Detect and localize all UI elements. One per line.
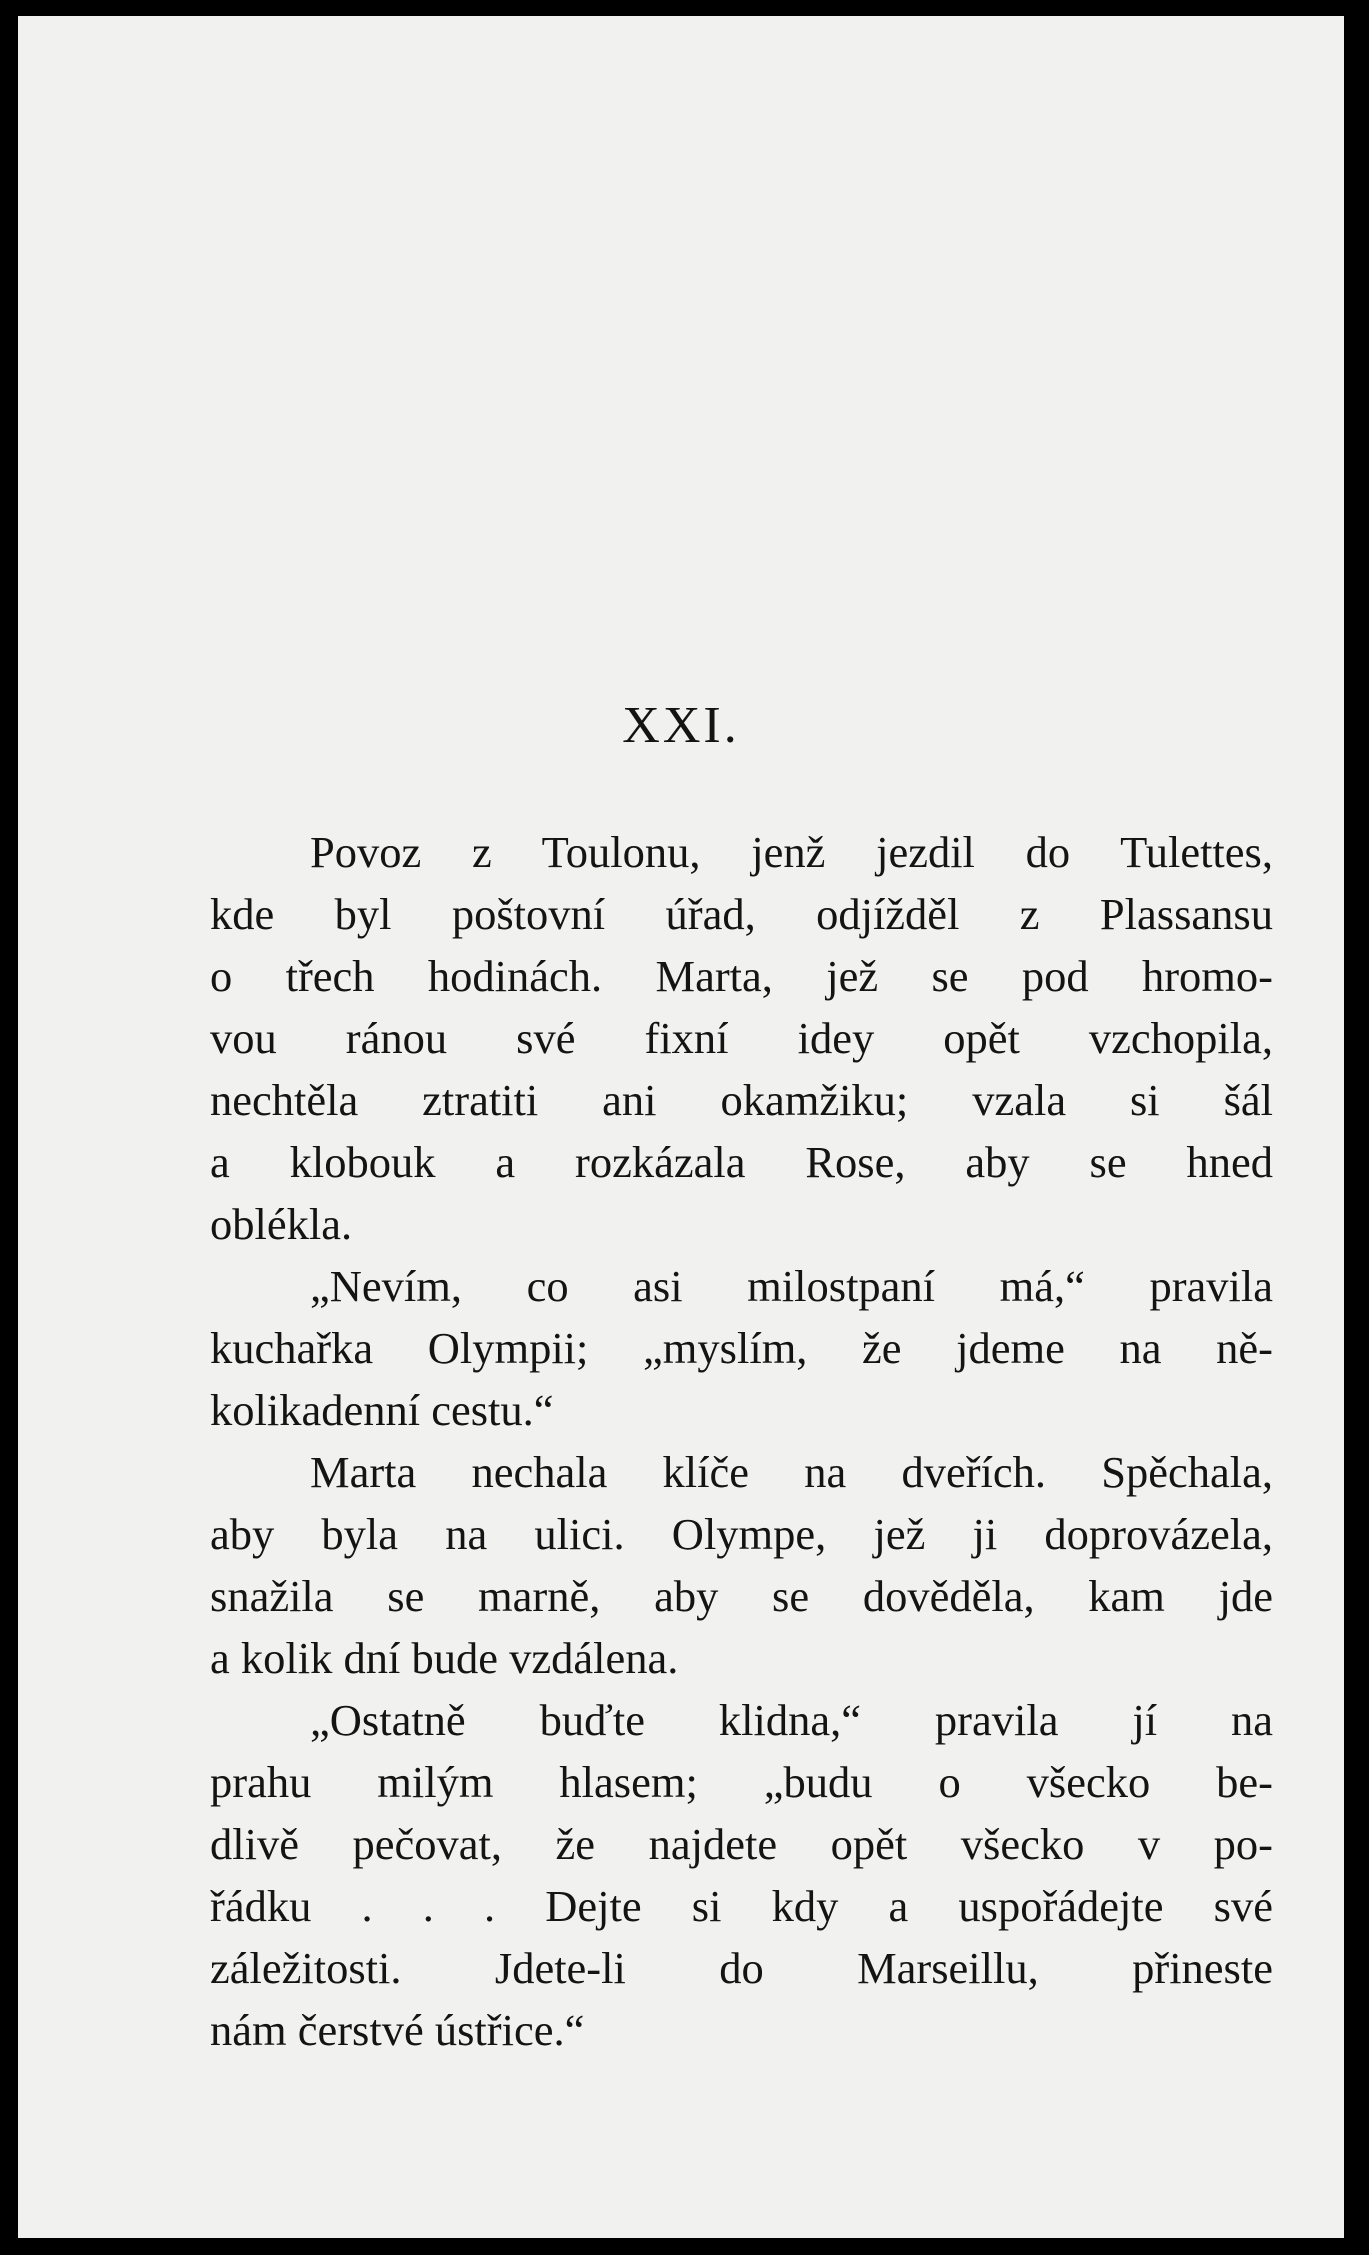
text-line: „Ostatně buďte klidna,“ pravila jí na [310, 1695, 1273, 1745]
chapter-heading: XXI. [622, 697, 740, 754]
text-line: snažila se marně, aby se dověděla, kam jde [210, 1571, 1273, 1621]
text-line: vou ránou své fixní idey opět vzchopila, [210, 1013, 1273, 1063]
text-line: kuchařka Olympii; „myslím, že jdeme na ně- [210, 1323, 1273, 1373]
body-text [210, 821, 1273, 2061]
text-line: kde byl poštovní úřad, odjížděl z Plassansu [210, 889, 1273, 939]
text-line: „Nevím, co asi milostpaní má,“ pravila [310, 1261, 1273, 1311]
text-line: Povoz z Toulonu, jenž jezdil do Tulettes, [310, 827, 1273, 877]
text-line: prahu milým hlasem; „budu o všecko be- [210, 1757, 1273, 1807]
text-line: dlivě pečovat, že najdete opět všecko v po- [210, 1819, 1273, 1869]
text-line: o třech hodinách. Marta, jež se pod hromo- [210, 951, 1273, 1001]
text-line: řádku . . . Dejte si kdy a uspořádejte své [210, 1881, 1273, 1931]
text-line: záležitosti. Jdete-li do Marseillu, přineste [210, 1943, 1273, 1993]
book-page [18, 16, 1344, 2238]
text-line: a kolik dní bude vzdálena. [210, 1633, 679, 1683]
text-line: kolikadenní cestu.“ [210, 1385, 554, 1435]
text-line: nám čerstvé ústřice.“ [210, 2005, 585, 2055]
text-line: a klobouk a rozkázala Rose, aby se hned [210, 1137, 1273, 1187]
text-line: Marta nechala klíče na dveřích. Spěchala, [310, 1447, 1273, 1497]
text-line: oblékla. [210, 1199, 353, 1249]
text-line: aby byla na ulici. Olympe, jež ji doprovázela, [210, 1509, 1273, 1559]
text-line: nechtěla ztratiti ani okamžiku; vzala si šál [210, 1075, 1273, 1125]
